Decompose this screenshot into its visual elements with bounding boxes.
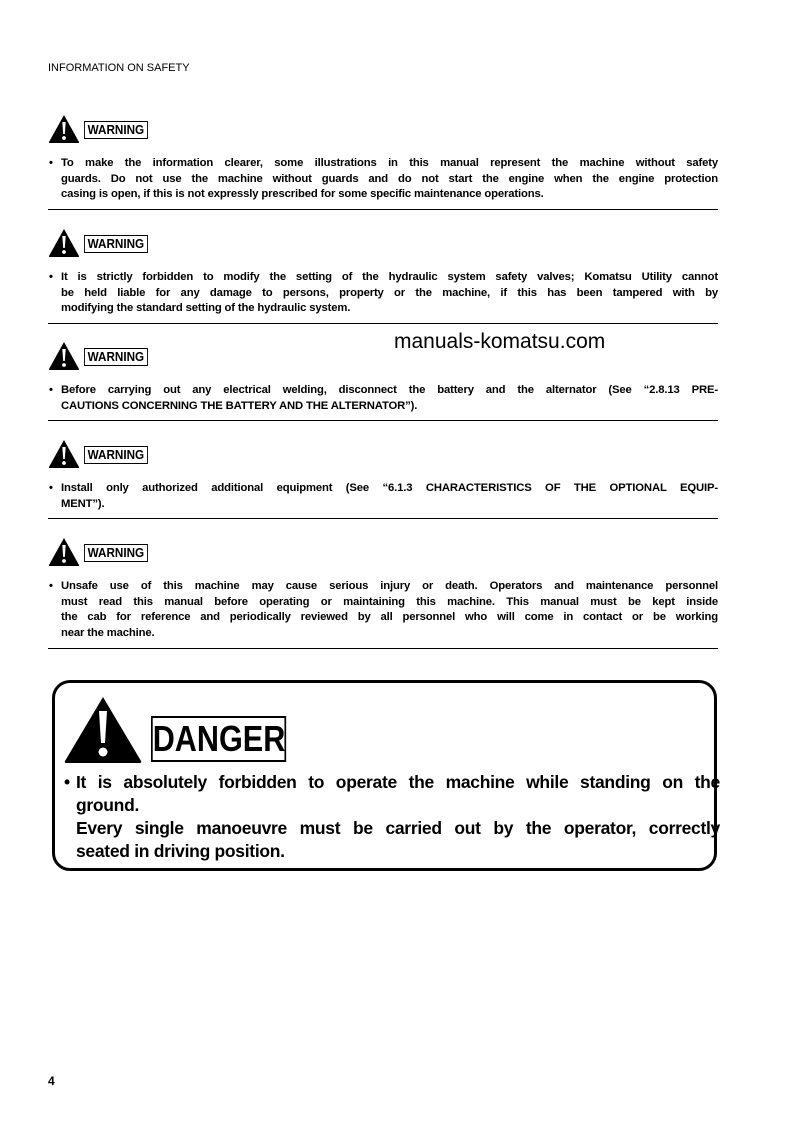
warning-label: WARNING [84, 446, 148, 464]
warning-line: It is strictly forbidden to modify the setting of the hydraulic system safety valves; Komatsu Utility cannot [61, 271, 718, 283]
warning-block [48, 228, 718, 324]
warning-block [48, 537, 718, 649]
danger-line: Every single manoeuvre must be carried out by the operator, correctly [76, 818, 720, 838]
divider [48, 323, 718, 324]
warning-line: modifying the standard setting of the hydraulic system. [61, 302, 351, 315]
warning-text [48, 579, 718, 642]
danger-line: It is absolutely forbidden to operate the machine while standing on the [76, 772, 720, 792]
bullet: • [49, 271, 53, 283]
bullet: • [64, 772, 71, 792]
warning-line: be held liable for any damage to persons, property or the machine, if this has been tampered with by [61, 286, 718, 299]
warning-text [48, 156, 718, 203]
warning-label: WARNING [84, 348, 148, 366]
warning-line: Install only authorized additional equipment (See “6.1.3 CHARACTERISTICS OF THE OPTIONAL EQUIP- [61, 482, 718, 494]
warning-block [48, 439, 718, 519]
bullet: • [49, 482, 53, 494]
divider [48, 209, 718, 210]
warning-line: Before carrying out any electrical welding, disconnect the battery and the alternator (See “2.8.13 PRE- [61, 384, 718, 396]
danger-text [63, 771, 720, 863]
warning-block [48, 114, 718, 210]
warning-triangle-icon [48, 341, 80, 371]
warning-line: casing is open, if this is not expressly prescribed for some specific maintenance operations. [61, 188, 544, 201]
warning-label: WARNING [84, 544, 148, 562]
danger-box [52, 680, 720, 871]
warning-text [48, 383, 718, 414]
warning-triangle-icon [48, 228, 80, 258]
danger-line: seated in driving position. [76, 841, 285, 861]
warning-line: guards. Do not use the machine without guards and do not start the engine when the engine protection [61, 172, 718, 185]
danger-label: DANGER [151, 716, 286, 762]
warning-label: WARNING [84, 121, 148, 139]
warning-text [48, 270, 718, 317]
watermark: manuals-komatsu.com [394, 330, 606, 353]
warning-text [48, 481, 718, 512]
warning-line: MENT”). [61, 497, 105, 510]
page-number: 4 [48, 1074, 55, 1088]
warning-triangle-icon [48, 439, 80, 469]
section-header: INFORMATION ON SAFETY [48, 62, 190, 74]
warning-label: WARNING [84, 235, 148, 253]
warning-line: the cab for reference and periodically reviewed by all personnel who will come in contact or be working [61, 611, 718, 624]
warning-line: must read this manual before operating or maintaining this machine. This manual must be kept inside [61, 595, 718, 608]
warning-line: near the machine. [61, 627, 155, 640]
divider [48, 420, 718, 421]
divider [48, 518, 718, 519]
bullet: • [49, 580, 53, 592]
warning-line: Unsafe use of this machine may cause serious injury or death. Operators and maintenance personnel [61, 580, 718, 592]
divider [48, 648, 718, 649]
danger-line: ground. [76, 795, 140, 815]
warning-line: To make the information clearer, some illustrations in this manual represent the machine without safety [61, 157, 718, 169]
warning-triangle-icon [48, 537, 80, 567]
warning-triangle-icon [48, 114, 80, 144]
bullet: • [49, 384, 53, 396]
bullet: • [49, 157, 53, 169]
danger-triangle-icon [63, 695, 143, 765]
warning-line: CAUTIONS CONCERNING THE BATTERY AND THE ALTERNATOR”). [61, 399, 418, 412]
warning-block [48, 341, 718, 421]
